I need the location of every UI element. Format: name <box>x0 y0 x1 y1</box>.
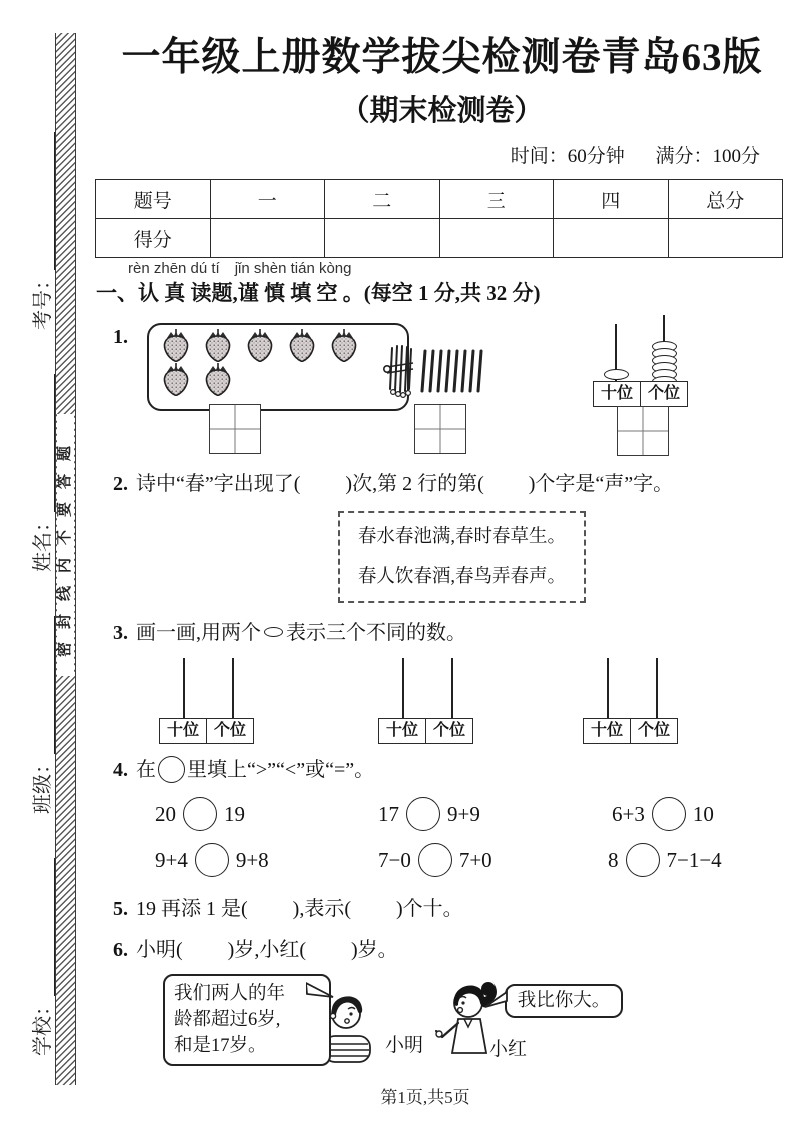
q2-text: 2. 诗中“春”字出现了( )次,第 2 行的第( )个字是“声”字。 <box>113 473 674 495</box>
tens-label: 十位 <box>385 722 418 739</box>
q6-text: 6. 小明( )岁,小红( )岁。 <box>113 939 398 961</box>
ones-label: 个位 <box>640 382 687 406</box>
ones-label: 个位 <box>425 719 472 743</box>
compare-circle <box>195 843 229 877</box>
school-label: 学校： <box>32 996 54 1056</box>
poem-line: 春水春池满,春时春草生。 <box>357 527 567 547</box>
score-cell-2 <box>325 219 440 258</box>
strawberry-row-top <box>159 328 397 362</box>
score-cell-4 <box>554 219 669 258</box>
bead-icon <box>264 627 283 637</box>
class-field <box>26 616 55 814</box>
abacus-bead <box>604 369 629 380</box>
abacus-tens-rod <box>183 658 185 718</box>
exam-meta <box>95 141 760 168</box>
score-cell-3 <box>439 219 554 258</box>
girl-speech-bubble: 我比你大。 <box>505 984 623 1018</box>
strawberry-icon <box>201 362 235 396</box>
loose-sticks-icon <box>418 348 484 396</box>
score-cell-total <box>668 219 783 258</box>
girl-name-label: 小红 <box>489 1039 528 1060</box>
stick-bundle-icon <box>383 341 417 401</box>
tens-label: 十位 <box>590 722 623 739</box>
ones-label: 个位 <box>206 719 253 743</box>
exam-number-blank <box>32 132 55 270</box>
name-blank <box>32 374 55 512</box>
score-table <box>95 179 783 258</box>
seal-line-text: 密封线内不要答题 <box>57 414 74 676</box>
abacus-ones-rod <box>451 658 453 718</box>
abacus-ones-rod <box>232 658 234 718</box>
poem-line: 春人饮春酒,春鸟弄春声。 <box>357 567 567 587</box>
q3-abacus-frame-3 <box>583 658 683 744</box>
score-table-score-row <box>96 219 783 258</box>
section1-heading: 一、认 真 读题,谨 慎 填 空 。(每空 1 分,共 32 分) <box>96 281 541 305</box>
abacus-tens-rod <box>402 658 404 718</box>
strawberry-icon <box>159 328 193 362</box>
q4-item-5: 7−0 7+0 <box>378 843 492 877</box>
class-blank <box>32 616 55 754</box>
page-title: 一年级上册数学拔尖检测卷青岛63版 <box>121 36 763 79</box>
bubble-line: 我们两人的年 <box>174 984 286 1004</box>
score-row-label: 得分 <box>96 219 211 258</box>
q3-abacus-frame-1 <box>159 658 259 744</box>
name-label: 姓名： <box>32 512 54 572</box>
page-subtitle: （期末检测卷） <box>340 95 544 127</box>
name-field <box>26 374 55 572</box>
compare-circle <box>626 843 660 877</box>
col-part-3: 三 <box>439 180 554 219</box>
exam-number-label: 考号： <box>32 270 54 330</box>
q4-item-4: 9+4 9+8 <box>155 843 269 877</box>
compare-circle-icon <box>158 756 185 783</box>
col-question-number: 题号 <box>96 180 211 219</box>
page-number: 第1页,共5页 <box>380 1088 470 1107</box>
q1-strawberry-box <box>147 323 409 411</box>
q1-number: 1. <box>113 326 128 348</box>
strawberry-row-bottom <box>159 362 397 396</box>
abacus-ones-rod <box>656 658 658 718</box>
compare-circle <box>183 797 217 831</box>
compare-circle <box>406 797 440 831</box>
strawberry-icon <box>159 362 193 396</box>
exam-number-field <box>26 132 55 330</box>
student-info-fields <box>13 104 55 1056</box>
place-value-labels <box>159 718 254 744</box>
strawberry-icon <box>285 328 319 362</box>
school-field <box>26 858 55 1056</box>
boy-name-label: 小明 <box>385 1035 424 1056</box>
q4-item-1: 20 19 <box>155 797 245 831</box>
q4-item-3: 6+3 10 <box>612 797 714 831</box>
col-part-4: 四 <box>554 180 669 219</box>
q3-text: 3. 画一画,用两个 表示三个不同的数。 <box>113 622 466 644</box>
score-table-header-row <box>96 180 783 219</box>
q4-text: 4. 在 里填上“>”“<”或“=”。 <box>113 753 374 783</box>
boy-bubble-tail <box>306 980 336 1004</box>
section1-pinyin: rèn zhēn dú tí jǐn shèn tián kòng <box>128 260 352 277</box>
school-blank <box>32 858 55 996</box>
place-value-labels <box>593 381 688 407</box>
place-value-labels <box>378 718 473 744</box>
q1-abacus <box>593 315 693 410</box>
compare-circle <box>418 843 452 877</box>
time-limit: 时间：60分钟 <box>510 146 625 167</box>
q2-poem-box <box>338 511 586 603</box>
girl-bubble-tail <box>484 990 508 1010</box>
col-part-2: 二 <box>325 180 440 219</box>
tens-label: 十位 <box>600 385 633 402</box>
q5-text: 5. 19 再添 1 是( ),表示( )个十。 <box>113 898 463 920</box>
col-total: 总分 <box>668 180 783 219</box>
q1-answer-grid-abacus <box>617 406 669 456</box>
col-part-1: 一 <box>210 180 325 219</box>
q4-item-2: 17 9+9 <box>378 797 480 831</box>
q3-abacus-frame-2 <box>378 658 478 744</box>
class-label: 班级： <box>32 754 54 814</box>
tens-label: 十位 <box>166 722 199 739</box>
bubble-line: 龄都超过6岁, <box>174 1010 281 1030</box>
bubble-line: 和是17岁。 <box>174 1036 267 1056</box>
strawberry-icon <box>243 328 277 362</box>
q4-item-6: 8 7−1−4 <box>608 843 722 877</box>
strawberry-icon <box>327 328 361 362</box>
place-value-labels <box>583 718 678 744</box>
full-score: 满分：100分 <box>655 146 760 167</box>
q1-answer-grid-sticks <box>414 404 466 454</box>
strawberry-icon <box>201 328 235 362</box>
compare-circle <box>652 797 686 831</box>
q1-answer-grid-strawberries <box>209 404 261 454</box>
score-cell-1 <box>210 219 325 258</box>
abacus-tens-rod <box>607 658 609 718</box>
ones-label: 个位 <box>630 719 677 743</box>
